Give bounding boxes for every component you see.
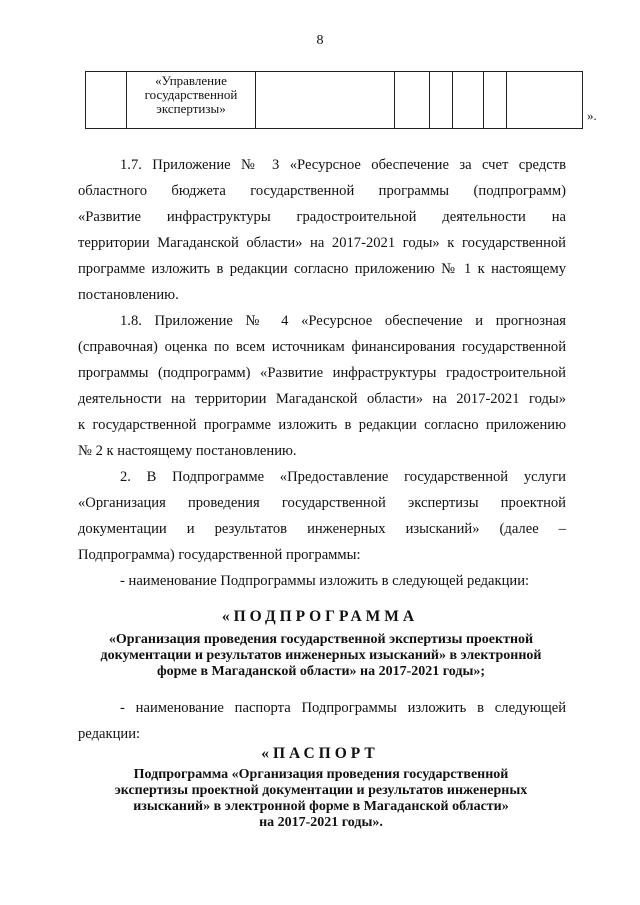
- text-line: «Организация проведения государственной экспертизы проектной: [78, 495, 566, 511]
- paragraph-name-change: [78, 568, 566, 594]
- text-line: редакции:: [78, 726, 141, 742]
- text-line: 1.7. Приложение № 3 «Ресурсное обеспечение за счет средств: [120, 157, 566, 173]
- title-line: Подпрограмма «Организация проведения государственной: [133, 767, 509, 782]
- text-line: Подпрограмма) государственной программы:: [78, 547, 361, 563]
- subprogram-title: [80, 632, 562, 680]
- title-line: на 2017-2021 годы».: [259, 815, 383, 830]
- paragraph-1-7: [78, 152, 566, 308]
- text-line: территории Магаданской области» на 2017-2021 годы» к государственной: [78, 235, 566, 251]
- table-cell: [484, 72, 507, 129]
- text-line: 2. В Подпрограмме «Предоставление государственной услуги: [120, 469, 566, 485]
- text-line: - наименование Подпрограммы изложить в следующей редакции:: [120, 573, 530, 589]
- text-line: областного бюджета государственной программы (подпрограмм): [78, 183, 566, 199]
- text-line: программы (подпрограмм) «Развитие инфраструктуры градостроительной: [78, 365, 566, 381]
- paragraph-1-8: [78, 308, 566, 464]
- table-cell: [395, 72, 430, 129]
- title-line: экспертизы проектной документации и результатов инженерных: [114, 783, 528, 798]
- table-cell: [430, 72, 453, 129]
- text-line: к государственной программе изложить в редакции согласно приложению: [78, 417, 566, 433]
- table-cell-division: [127, 72, 256, 129]
- table-cell: [453, 72, 484, 129]
- text-line: программе изложить в редакции согласно приложению № 1 к настоящему: [78, 261, 566, 277]
- text-line: - наименование паспорта Подпрограммы изложить в следующей: [120, 700, 566, 716]
- page-number: 8: [316, 33, 324, 48]
- title-line: изысканий» в электронной форме в Магаданской области»: [133, 799, 509, 814]
- table-fragment: [85, 71, 583, 129]
- passport-heading: «ПАСПОРТ: [261, 745, 379, 762]
- text-line: (справочная) оценка по всем источникам финансирования государственной: [78, 339, 566, 355]
- text-line: постановлению.: [78, 287, 179, 303]
- passport-title: [80, 767, 562, 831]
- text-line: «Развитие инфраструктуры градостроительной деятельности на: [78, 209, 566, 225]
- title-line: «Организация проведения государственной экспертизы проектной: [108, 632, 534, 647]
- subprogram-heading: «ПОДПРОГРАММА: [221, 608, 419, 625]
- text-line: документации и результатов инженерных изысканий» (далее –: [78, 521, 566, 537]
- text-line: № 2 к настоящему постановлению.: [78, 443, 297, 459]
- table-closing-quote: ».: [587, 108, 597, 123]
- table-cell: [507, 72, 583, 129]
- text-line: деятельности на территории Магаданской области» на 2017-2021 годы»: [78, 391, 566, 407]
- text-line: 1.8. Приложение № 4 «Ресурсное обеспечение и прогнозная: [120, 313, 566, 329]
- division-name: «Управление государственной экспертизы»: [144, 73, 238, 116]
- table-cell: [256, 72, 395, 129]
- paragraph-2: [78, 464, 566, 568]
- title-line: документации и результатов инженерных изысканий» в электронной: [100, 648, 542, 663]
- table-cell: [86, 72, 127, 129]
- paragraph-passport-change: [78, 695, 566, 747]
- title-line: форме в Магаданской области» на 2017-2021 годы»;: [156, 664, 486, 679]
